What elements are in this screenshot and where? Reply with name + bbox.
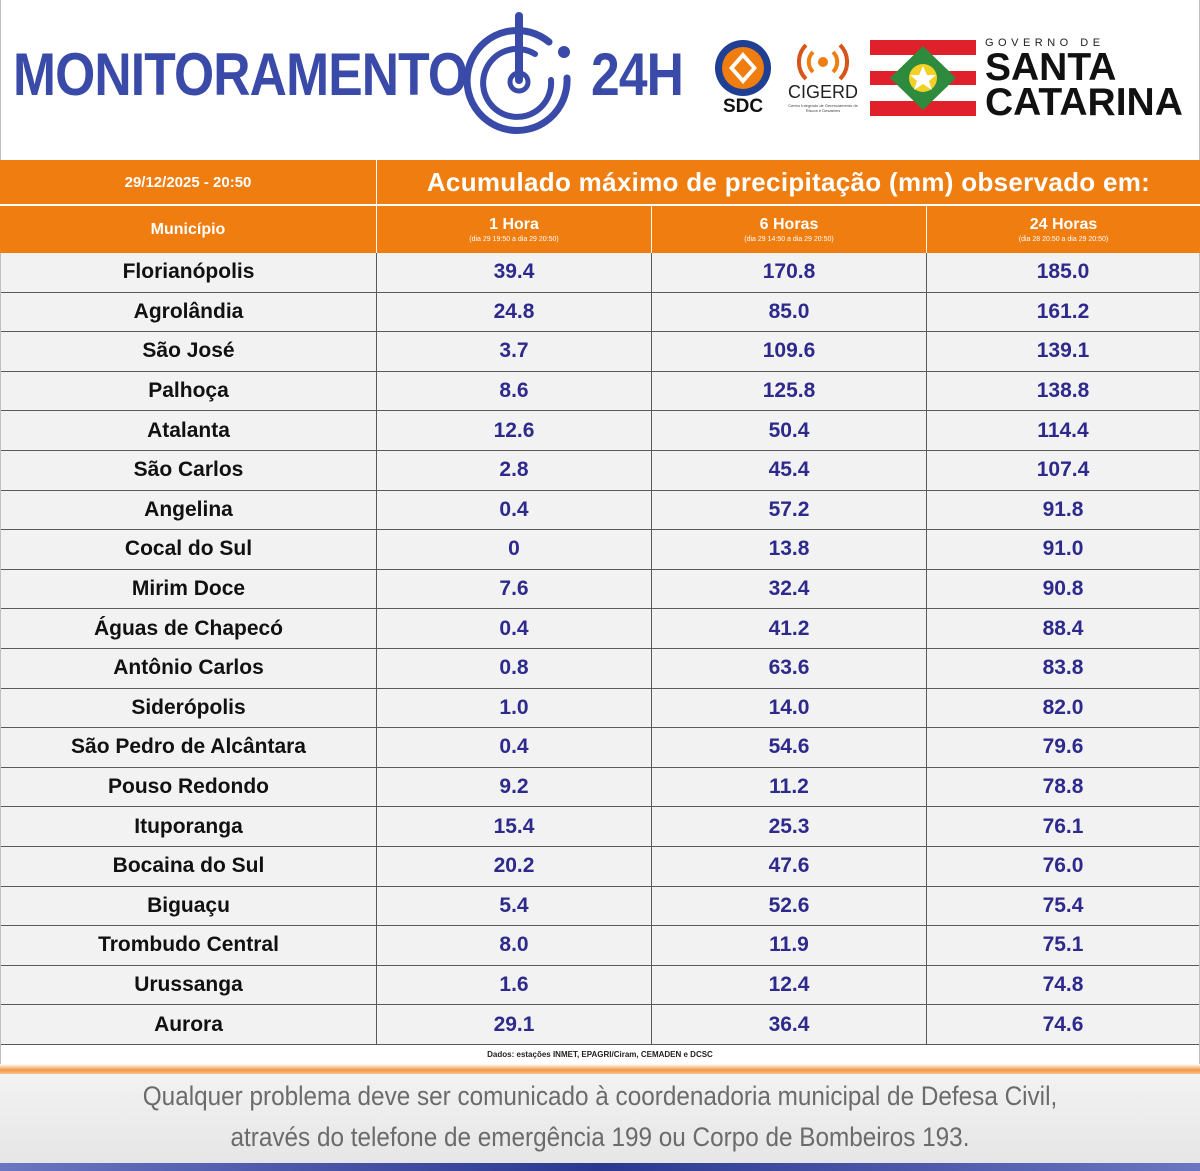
table-row [1,570,1199,610]
brand-24h: 24H [591,41,684,108]
cigerd-label: CIGERD [787,82,858,102]
value-1h-cell: 0.4 [377,491,652,530]
value-1h-cell: 12.6 [377,411,652,450]
municipio-cell: Pouso Redondo [1,768,377,807]
value-1h-cell: 0.4 [377,728,652,767]
data-source-note: Dados: estações INMET, EPAGRI/Ciram, CEMADEN e DCSC [0,1045,1200,1065]
municipio-cell: Florianópolis [1,253,377,292]
value-1h-cell: 8.6 [377,372,652,411]
value-6h-cell: 36.4 [652,1005,927,1044]
value-6h-cell: 63.6 [652,649,927,688]
bottom-accent-bar [0,1163,1200,1171]
column-header-24h [927,206,1200,253]
value-6h-cell: 85.0 [652,293,927,332]
table-row [1,253,1199,293]
value-24h-cell: 78.8 [1042,775,1084,799]
gov-label: GOVERNO DE [985,37,1105,49]
report-date: 29/12/2025 - 20:50 [0,160,377,204]
value-24h-cell: 91.0 [1042,537,1084,561]
table-row [1,728,1199,768]
value-6h-cell: 52.6 [652,887,927,926]
state-name-line2: CATARINA [985,81,1183,124]
value-24h-cell: 76.1 [1042,814,1084,838]
value-6h-cell: 170.8 [652,253,927,292]
value-6h-cell: 47.6 [652,847,927,886]
table-row [1,293,1199,333]
value-6h-cell: 11.2 [652,768,927,807]
value-24h-cell: 139.1 [1036,339,1090,363]
municipio-cell: Bocaina do Sul [1,847,377,886]
value-24h-cell: 91.8 [1042,497,1084,521]
footer-notice [0,1074,1200,1164]
value-6h-cell: 12.4 [652,966,927,1005]
column-header-municipio: Município [0,206,377,253]
table-header-row [0,206,1200,253]
table-row [1,926,1199,966]
value-6h-cell: 25.3 [652,807,927,846]
value-6h-cell: 125.8 [652,372,927,411]
municipio-cell: Águas de Chapecó [1,609,377,648]
municipio-cell: Urussanga [1,966,377,1005]
table-row [1,451,1199,491]
column-label: 1 Hora [489,215,539,233]
column-header-6h [652,206,927,253]
value-6h-cell: 57.2 [652,491,927,530]
value-6h-cell: 109.6 [652,332,927,371]
value-24h-cell: 82.0 [1042,695,1084,719]
value-24h-cell: 74.6 [1042,1012,1084,1036]
value-6h-cell: 14.0 [652,689,927,728]
column-header-1h [377,206,652,253]
value-24h-cell: 74.8 [1042,972,1084,996]
value-6h-cell: 54.6 [652,728,927,767]
value-1h-cell: 1.0 [377,689,652,728]
table-row [1,332,1199,372]
table-row [1,887,1199,927]
column-label: 24 Horas [1029,215,1098,233]
value-1h-cell: 9.2 [377,768,652,807]
municipio-cell: Angelina [1,491,377,530]
cigerd-subtitle: Centro Integrado de Gerenciamento de Riscos e Desastres [788,103,858,113]
table-row [1,807,1199,847]
municipio-cell: São José [1,332,377,371]
value-1h-cell: 2.8 [377,451,652,490]
table-row [1,491,1199,531]
value-24h-cell: 138.8 [1036,379,1090,403]
cigerd-logo [785,40,861,120]
value-1h-cell: 8.0 [377,926,652,965]
footer-divider [0,1064,1200,1074]
table-row [1,768,1199,808]
value-1h-cell: 0 [377,530,652,569]
municipio-cell: Aurora [1,1005,377,1044]
table-title: Acumulado máximo de precipitação (mm) observado em: [426,166,1151,197]
value-6h-cell: 45.4 [652,451,927,490]
precipitation-table [0,160,1200,1065]
municipio-cell: São Carlos [1,451,377,490]
value-6h-cell: 11.9 [652,926,927,965]
value-1h-cell: 1.6 [377,966,652,1005]
value-24h-cell: 83.8 [1042,656,1084,680]
value-24h-cell: 75.1 [1042,933,1084,957]
table-row [1,689,1199,729]
table-row [1,411,1199,451]
municipio-cell: Trombudo Central [1,926,377,965]
sdc-logo [713,38,773,118]
value-24h-cell: 76.0 [1042,854,1084,878]
municipio-cell: Cocal do Sul [1,530,377,569]
table-row [1,649,1199,689]
municipio-cell: Antônio Carlos [1,649,377,688]
value-24h-cell: 79.6 [1042,735,1084,759]
footer-line2: através do telefone de emergência 199 ou Corpo de Bombeiros 193. [230,1122,970,1152]
value-24h-cell: 88.4 [1042,616,1084,640]
column-period: (dia 29 19:50 a dia 29 20:50) [469,235,559,243]
value-6h-cell: 13.8 [652,530,927,569]
value-6h-cell: 50.4 [652,411,927,450]
value-24h-cell: 75.4 [1042,893,1084,917]
value-1h-cell: 0.8 [377,649,652,688]
municipio-cell: Palhoça [1,372,377,411]
value-6h-cell: 41.2 [652,609,927,648]
value-24h-cell: 185.0 [1036,260,1090,284]
municipio-cell: São Pedro de Alcântara [1,728,377,767]
sdc-emblem-icon [713,38,773,98]
municipio-cell: Atalanta [1,411,377,450]
page-header [0,0,1200,160]
table-row [1,609,1199,649]
value-1h-cell: 7.6 [377,570,652,609]
table-row [1,1005,1199,1045]
value-1h-cell: 24.8 [377,293,652,332]
municipio-cell: Agrolândia [1,293,377,332]
radar-icon [463,12,583,136]
value-1h-cell: 20.2 [377,847,652,886]
table-title-row [0,160,1200,206]
municipio-cell: Siderópolis [1,689,377,728]
table-row [1,847,1199,887]
value-1h-cell: 5.4 [377,887,652,926]
table-row [1,372,1199,412]
column-label: 6 Horas [759,215,819,233]
municipio-cell: Biguaçu [1,887,377,926]
value-1h-cell: 0.4 [377,609,652,648]
column-period: (dia 28 20:50 a dia 29 20:50) [1018,235,1109,243]
column-period: (dia 29 14:50 a dia 29 20:50) [744,235,834,243]
municipio-cell: Mirim Doce [1,570,377,609]
table-body [0,253,1200,1045]
cigerd-signal-icon [785,40,861,82]
brand-title: MONITORAMENTO [13,41,468,108]
value-1h-cell: 39.4 [377,253,652,292]
value-1h-cell: 29.1 [377,1005,652,1044]
value-24h-cell: 114.4 [1037,418,1089,442]
table-row [1,530,1199,570]
footer-line1: Qualquer problema deve ser comunicado à coordenadoria municipal de Defesa Civil, [142,1081,1058,1111]
table-row [1,966,1199,1006]
value-1h-cell: 3.7 [377,332,652,371]
value-6h-cell: 32.4 [652,570,927,609]
value-24h-cell: 107.4 [1036,458,1090,482]
value-1h-cell: 15.4 [377,807,652,846]
value-24h-cell: 161.2 [1036,299,1090,323]
sdc-label: SDC [722,96,764,117]
santa-catarina-flag-icon [870,40,976,116]
value-24h-cell: 90.8 [1042,577,1084,601]
state-name-line1: SANTA [985,46,1117,89]
municipio-cell: Ituporanga [1,807,377,846]
